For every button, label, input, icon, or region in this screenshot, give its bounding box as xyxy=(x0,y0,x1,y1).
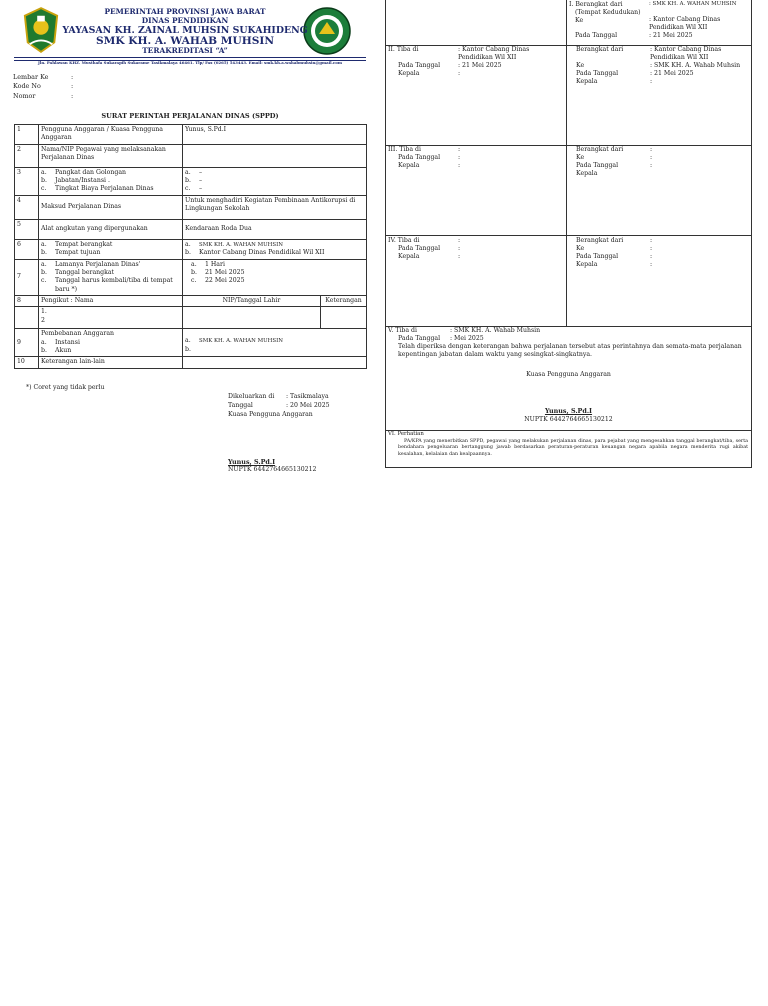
row-label xyxy=(39,329,183,357)
section-5 xyxy=(388,327,750,359)
item-letter: b. xyxy=(185,345,191,353)
issuer-role: Kuasa Pengguna Anggaran xyxy=(228,410,313,418)
row-number: 1 xyxy=(15,125,39,145)
row-label xyxy=(39,167,183,195)
row-value: Yunus, S.Pd.I xyxy=(183,125,367,145)
row-label: Nama/NIP Pegawai yang melaksanakan Perjalanan Dinas xyxy=(39,144,183,167)
gov-line: PEMERINTAH PROVINSI JAWA BARAT xyxy=(104,7,266,16)
verification-note: Telah diperiksa dengan keterangan bahwa perjalanan tersebut atas perintahnya dan semata-mata perjalanan kepentingan jabatan dalam waktu yang sesingkat-singkatnya. xyxy=(398,343,742,359)
departure-label: Berangkat dari xyxy=(576,146,624,153)
row-number: 6 xyxy=(15,239,39,259)
colon: : xyxy=(458,162,461,170)
colon: : xyxy=(650,253,653,261)
dept-line: DINAS PENDIDIKAN xyxy=(141,16,229,25)
section-2-arrival xyxy=(388,46,564,78)
section-3-departure xyxy=(576,146,750,178)
item-letter: a. xyxy=(41,260,47,268)
row-number: 8 xyxy=(15,295,39,306)
item-label: Tanggal harus kembali/tiba di tempat baru *) xyxy=(55,277,173,293)
item-letter: a. xyxy=(41,338,47,346)
school-name: SMK KH. A. WAHAB MUHSIN xyxy=(95,35,275,47)
item-value: SMK KH. A. WAHAN MUHSIN xyxy=(199,241,283,248)
row-value: Untuk menghadiri Kegiatan Pembinaan Antikorupsi di Lingkungan Sekolah xyxy=(183,195,367,219)
item-value: 1 Hari xyxy=(205,260,225,268)
row-label: Keterangan lain-lain xyxy=(39,357,183,368)
row-value xyxy=(321,307,367,329)
item-letter: b. xyxy=(41,177,47,185)
row-number: 9 xyxy=(15,329,39,357)
destination-label: Ke xyxy=(576,154,585,162)
table-row xyxy=(15,357,367,368)
table-row xyxy=(15,307,367,329)
date-label: Pada Tanggal xyxy=(576,70,619,78)
table-row xyxy=(15,295,367,306)
row-value xyxy=(183,259,367,295)
row-number: 5 xyxy=(15,219,39,239)
colon: : xyxy=(458,146,461,153)
date-label: Pada Tanggal xyxy=(398,154,441,162)
item-letter: a. xyxy=(41,240,47,248)
head-value: : xyxy=(458,70,461,78)
table-row xyxy=(15,167,367,195)
row-value xyxy=(183,357,367,368)
colon: : xyxy=(458,253,461,261)
item-letter: c. xyxy=(185,185,191,193)
issuer-name: Yunus, S.Pd.I xyxy=(228,458,276,466)
item-value: – xyxy=(199,185,203,193)
date-label: Pada Tanggal xyxy=(576,162,619,170)
item-letter: b. xyxy=(41,268,47,276)
head-value: : xyxy=(650,78,653,86)
foundation-line: YAYASAN KH. ZAINAL MUHSIN SUKAHIDENG xyxy=(62,25,308,36)
row-label: Alat angkutan yang dipergunakan xyxy=(39,219,183,239)
date-label: Pada Tanggal xyxy=(398,245,441,253)
row-number: 10 xyxy=(15,357,39,368)
row-value xyxy=(183,144,367,167)
item-label: Tanggal berangkat xyxy=(55,268,115,276)
table-row xyxy=(15,195,367,219)
item-letter: c. xyxy=(191,277,197,285)
item-value: 21 Mei 2025 xyxy=(205,268,245,276)
departure-label: Berangkat dari xyxy=(576,237,624,244)
item-letter: a. xyxy=(185,337,191,345)
section-title: III. Tiba di xyxy=(388,146,421,153)
head-label: Kepala xyxy=(576,78,598,86)
attention-title: VI. Perhatian xyxy=(388,431,424,437)
item-value: Kantor Cabang Dinas Pendidikal Wil XII xyxy=(199,249,325,257)
row-value xyxy=(183,239,367,259)
authority-nuptk: NUPTK 6442764665130212 xyxy=(524,416,613,423)
item-label: Instansi xyxy=(55,338,80,346)
section-subtitle: (Tempat Kedudukan) Ke xyxy=(575,9,641,25)
head-label: Kepala xyxy=(576,261,598,269)
row-number: 4 xyxy=(15,195,39,219)
lembar-label: Lembar Ke xyxy=(13,73,49,81)
item-value: – xyxy=(199,168,203,176)
table-row xyxy=(15,219,367,239)
colon: : xyxy=(650,245,653,253)
table-row xyxy=(15,239,367,259)
head-label: Kepala xyxy=(398,162,420,170)
list-item: 1. xyxy=(41,308,47,316)
from-value: : SMK KH. A. WAHAN MUHSIN xyxy=(649,1,737,7)
nomor-label: Nomor xyxy=(13,91,36,100)
departure-label: Berangkat dari xyxy=(576,46,624,53)
item-label: Lamanya Perjalanan Dinas' xyxy=(55,260,141,268)
item-value: – xyxy=(199,177,203,185)
table-row xyxy=(15,259,367,295)
row-number xyxy=(15,307,39,329)
date-label: Pada Tanggal xyxy=(576,253,619,261)
item-letter: a. xyxy=(191,260,197,268)
row-number: 3 xyxy=(15,167,39,195)
table-row xyxy=(15,125,367,145)
to-value: : Kantor Cabang Dinas Pendidikan Wil XII xyxy=(649,16,721,32)
divider xyxy=(385,235,752,236)
section-title: I. Berangkat dari xyxy=(569,1,623,8)
item-letter: a. xyxy=(41,168,47,176)
lembar-sep: : xyxy=(71,73,74,81)
place-label: Dikeluarkan di xyxy=(228,393,275,400)
colon: : xyxy=(650,162,653,170)
item-letter: c. xyxy=(41,277,47,285)
item-label: Akun xyxy=(55,347,72,355)
head-label: Kepala xyxy=(576,170,598,178)
sppd-table xyxy=(14,124,367,369)
item-label: Pangkat dan Golongan xyxy=(55,168,127,176)
section-4-departure xyxy=(576,237,750,269)
item-letter: b. xyxy=(185,177,191,185)
row-number: 7 xyxy=(15,259,39,295)
authority-role: Kuasa Pengguna Anggaran xyxy=(526,371,611,378)
row-label: Maksud Perjalanan Dinas xyxy=(39,195,183,219)
accreditation: TERAKREDITASI “A” xyxy=(142,46,228,55)
issuer-nuptk: NUPTK 6442764665130212 xyxy=(228,466,317,473)
destination-value: : SMK KH. A. Wahab Muhsin xyxy=(650,62,741,70)
colon: : xyxy=(458,237,461,244)
item-letter: a. xyxy=(185,240,191,248)
head-label: Kepala xyxy=(398,70,420,78)
divider xyxy=(385,430,752,431)
item-letter: c. xyxy=(41,185,47,193)
date-value: : 21 Mei 2025 xyxy=(649,32,693,40)
footnote: *) Coret yang tidak perlu xyxy=(26,384,105,391)
section-title: V. Tiba di xyxy=(388,327,417,334)
item-letter: b. xyxy=(41,347,47,355)
row-label xyxy=(39,259,183,295)
colon: : xyxy=(650,261,653,269)
date-label: Pada Tanggal xyxy=(575,32,618,40)
divider xyxy=(566,0,567,326)
table-row xyxy=(15,144,367,167)
section-4-arrival xyxy=(388,237,564,261)
date-label: Tanggal xyxy=(228,401,253,409)
date-value: : Mei 2025 xyxy=(450,335,484,343)
list-item: 2 xyxy=(41,316,45,324)
kode-label: Kode No xyxy=(13,82,41,91)
date-label: Pada Tanggal xyxy=(398,335,441,343)
place-value: : Tasikmalaya xyxy=(286,393,329,400)
item-label: Jabatan/Instansi . xyxy=(55,177,110,185)
date-value: : 21 Mei 2025 xyxy=(650,70,694,78)
item-label: Tempat tujuan xyxy=(55,249,101,257)
colon: : xyxy=(650,237,653,244)
arrival-value: : Kantor Cabang Dinas Pendidikan Wil XII xyxy=(458,46,530,62)
item-letter: b. xyxy=(191,268,197,276)
departure-value: : Kantor Cabang Dinas Pendidikan Wil XII xyxy=(650,46,722,62)
item-letter: b. xyxy=(41,249,47,257)
document-title: SURAT PERINTAH PERJALANAN DINAS (SPPD) xyxy=(101,112,279,120)
date-label: Pada Tanggal xyxy=(398,62,441,70)
head-label: Kepala xyxy=(398,253,420,261)
row-label xyxy=(39,239,183,259)
col-keterangan: Keterangan xyxy=(321,295,367,306)
colon: : xyxy=(458,245,461,253)
row-label: Pengikut : Nama xyxy=(39,295,183,306)
item-label: Tingkat Biaya Perjalanan Dinas xyxy=(55,185,154,193)
date-value: : 20 Mei 2025 xyxy=(286,401,330,409)
section-1 xyxy=(569,1,749,40)
row-number: 2 xyxy=(15,144,39,167)
colon: : xyxy=(458,154,461,162)
doc-meta xyxy=(13,73,73,101)
row-value: Kendaraan Roda Dua xyxy=(183,219,367,239)
row-value xyxy=(183,307,321,329)
arrival-value: : SMK KH. A. Wahab Muhsin xyxy=(450,327,541,334)
school-address: Jln. Pahlawan KHZ. Musthafa Sukarapih Sukarame Tasikmalaya 46461. Tlp/ Fax (0265) 543443. Email: smk.kh.a.wahabmuhsin@gmail.com xyxy=(38,60,342,65)
item-value: SMK KH. A. WAHAN MUHSIN xyxy=(199,338,283,345)
issued-block xyxy=(228,393,330,420)
item-value: 22 Mei 2025 xyxy=(205,277,245,285)
attention-text: PA/KPA yang menerbitkan SPPD, pegawai yang melakukan perjalanan dinas, para pejabat yang mengesahkan tanggal berangkat/tiba, serta bendahara pengeluaran bertanggung jawab berdasarkan peraturan-peraturan keuangan negara apabila negara menderita rugi akibat kesalahan, kelalaian dan kealpaannya. xyxy=(398,439,748,457)
section-title: II. Tiba di xyxy=(388,46,419,53)
col-nip: NIP/Tanggal Lahir xyxy=(183,295,321,306)
item-label: Tempat berangkat xyxy=(55,240,113,248)
table-row xyxy=(15,329,367,357)
item-letter: a. xyxy=(185,168,191,176)
colon: : xyxy=(650,146,653,153)
item-letter: b. xyxy=(185,249,191,257)
section-3-arrival xyxy=(388,146,564,170)
row-value xyxy=(183,329,367,357)
item-label: Pembebanan Anggaran xyxy=(41,330,115,338)
row-value xyxy=(183,167,367,195)
date-value: : 21 Mei 2025 xyxy=(458,62,502,70)
row-label xyxy=(39,307,183,329)
nomor-sep: : xyxy=(71,91,74,100)
section-2-departure xyxy=(576,46,750,86)
province-logo xyxy=(22,6,60,56)
row-label: Pengguna Anggaran / Kuasa Pengguna Anggaran xyxy=(39,125,183,145)
kode-sep: : xyxy=(71,82,74,91)
authority-name: Yunus, S.Pd.I xyxy=(544,407,593,415)
destination-label: Ke xyxy=(576,245,585,253)
destination-label: Ke xyxy=(576,62,585,70)
colon: : xyxy=(650,154,653,162)
section-title: IV. Tiba di xyxy=(388,237,420,244)
